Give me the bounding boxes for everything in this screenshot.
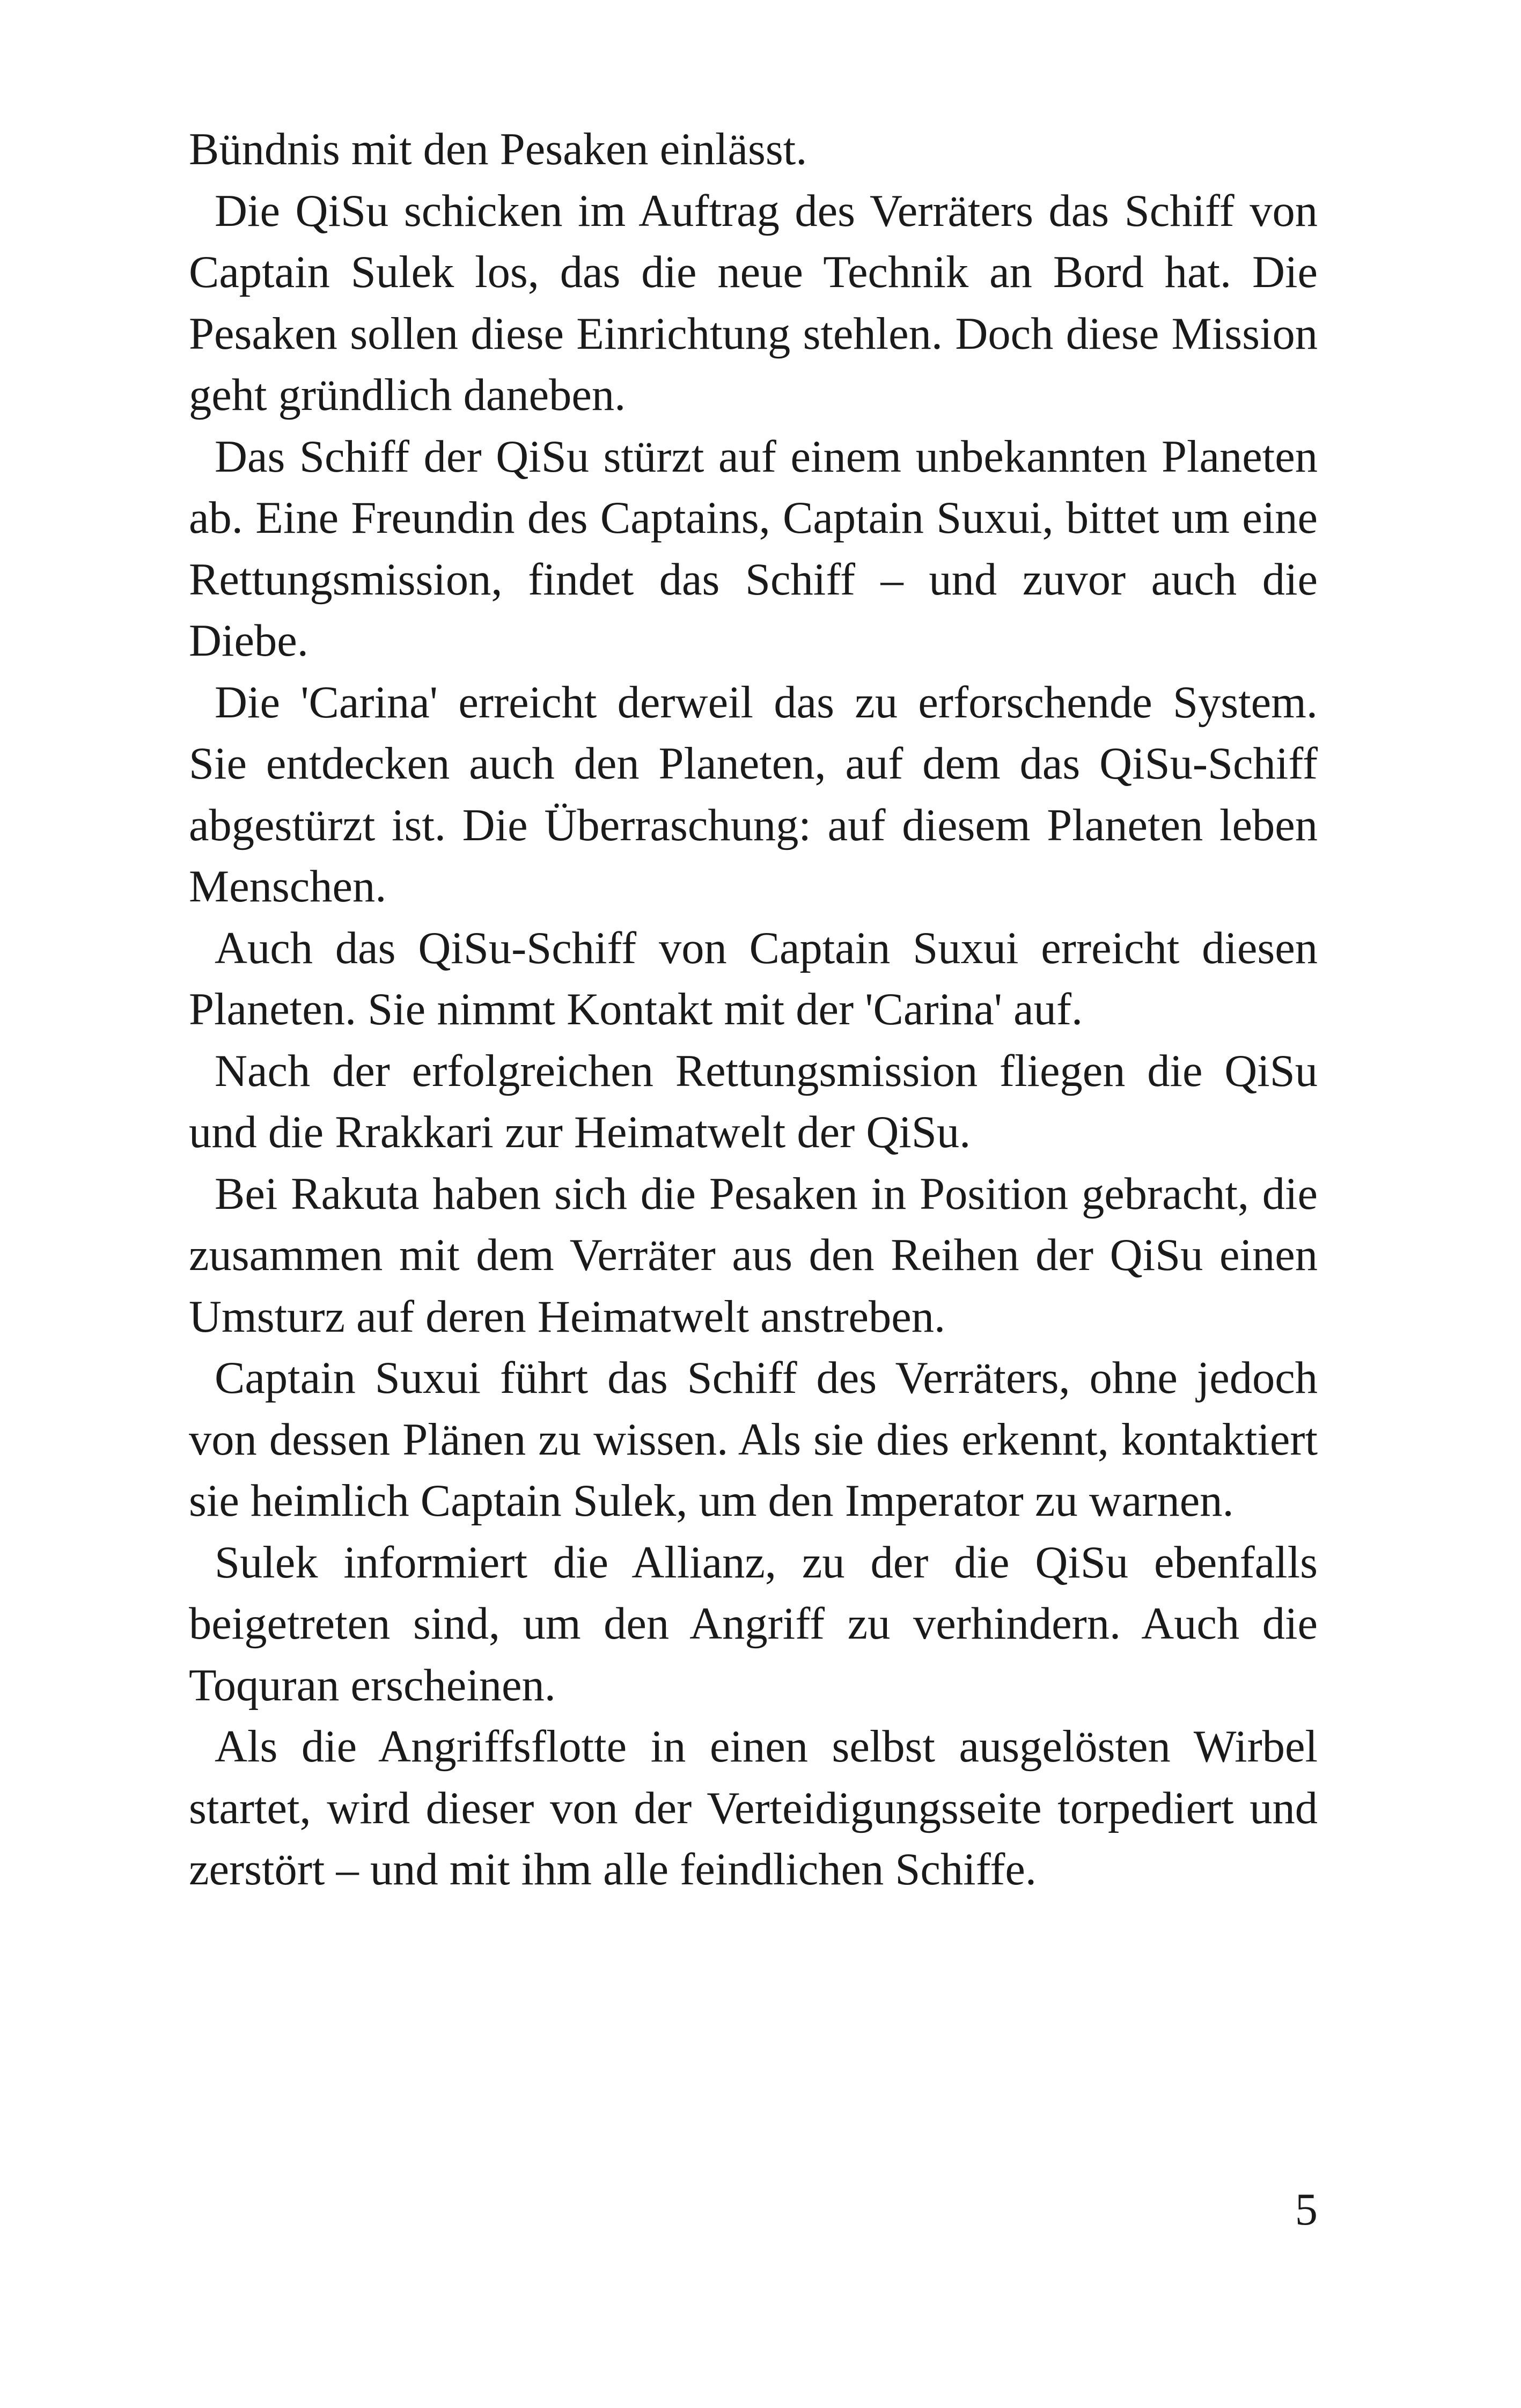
paragraph-9: Sulek informiert die Allianz, zu der die QiSu ebenfalls beigetreten sind, um den Angriff zu verhindern. Auch die Toquran erscheinen. bbox=[189, 1537, 1318, 1710]
paragraph-2: Die QiSu schicken im Auftrag des Verräters das Schiff von Captain Sulek los, das die neue Technik an Bord hat. Die Pesaken sollen diese Einrichtung stehlen. Doch diese Mission geht gründlich daneben. bbox=[189, 186, 1318, 420]
paragraph-8: Captain Suxui führt das Schiff des Verräters, ohne jedoch von dessen Plänen zu wissen. Als sie dies erkennt, kontaktiert sie heimlich Captain Sulek, um den Imperator zu warnen. bbox=[189, 1353, 1318, 1526]
paragraph-10: Als die Angriffsflotte in einen selbst ausgelösten Wirbel startet, wird dieser von der Verteidigungsseite torpediert und zerstört – und mit ihm alle feindlichen Schiffe. bbox=[189, 1722, 1318, 1895]
paragraph-5: Auch das QiSu-Schiff von Captain Suxui erreicht diesen Planeten. Sie nimmt Kontakt mit der 'Carina' auf. bbox=[189, 923, 1318, 1034]
paragraph-1: Bündnis mit den Pesaken einlässt. bbox=[189, 124, 807, 174]
paragraph-3: Das Schiff der QiSu stürzt auf einem unbekannten Planeten ab. Eine Freundin des Captains, Captain Suxui, bittet um eine Rettungsmission, findet das Schiff – und zuvor auch die Diebe. bbox=[189, 431, 1318, 666]
paragraph-4: Die 'Carina' erreicht derweil das zu erforschende System. Sie entdecken auch den Planeten, auf dem das QiSu-Schiff abgestürzt ist. Die Überraschung: auf diesem Planeten leben Menschen. bbox=[189, 677, 1318, 912]
paragraph-7: Bei Rakuta haben sich die Pesaken in Position gebracht, die zusammen mit dem Verräter aus den Reihen der QiSu einen Umsturz auf deren Heimatwelt anstreben. bbox=[189, 1169, 1318, 1342]
page-number: 5 bbox=[1295, 2185, 1318, 2235]
paragraph-6: Nach der erfolgreichen Rettungsmission fliegen die QiSu und die Rrakkari zur Heimatwelt der QiSu. bbox=[189, 1046, 1318, 1157]
body-text bbox=[189, 119, 1318, 1901]
